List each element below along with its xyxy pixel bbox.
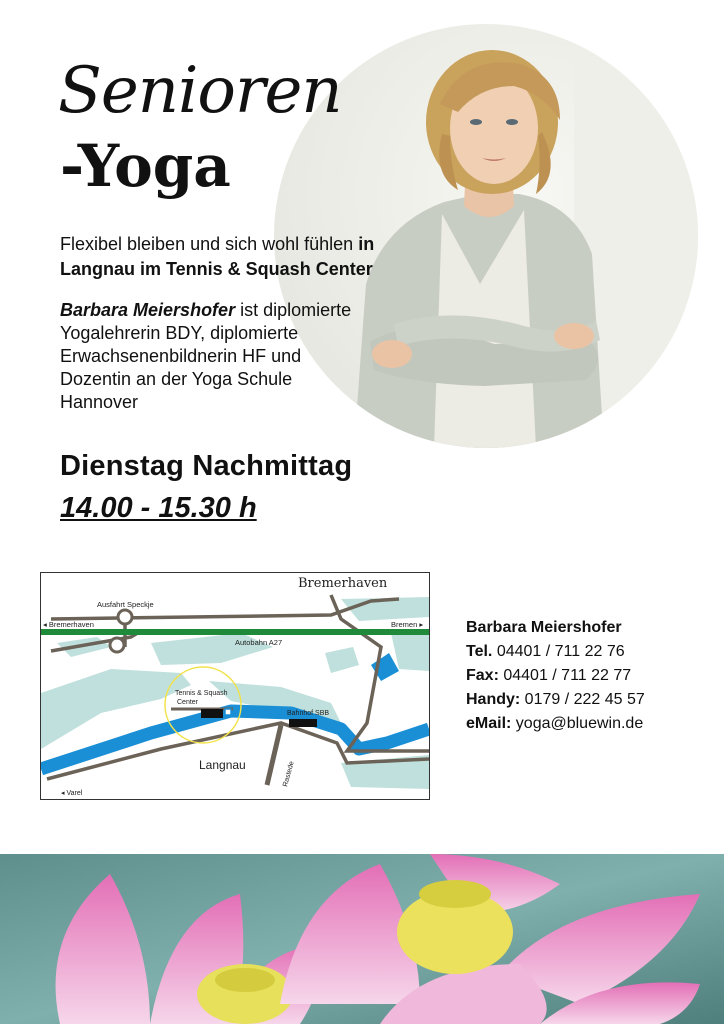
map-label-langnau: Langnau <box>199 758 246 772</box>
map-label-center-2: Center <box>177 699 199 706</box>
bio-description: ist diplomierte Yogalehrerin BDY, diplomierte Erwachsenenbildnerin HF und Dozentin an der Yoga Schule Hannover <box>60 300 352 412</box>
contact-email-label: eMail: <box>466 715 512 732</box>
title-line-2: -Yoga <box>60 132 231 200</box>
map-autobahn <box>41 629 429 635</box>
contact-email-value: yoga@bluewin.de <box>511 715 644 732</box>
contact-block <box>466 616 645 736</box>
intro-text <box>60 232 400 282</box>
contact-tel-label: Tel. <box>466 643 493 660</box>
map-junction <box>118 610 132 624</box>
map-center-building <box>201 709 223 718</box>
map-station-building <box>289 719 317 727</box>
map-label-bahnhof: Bahnhof SBB <box>287 710 330 717</box>
map-land-area <box>41 669 191 749</box>
intro-plain: Flexibel bleiben und sich wohl fühlen <box>60 234 359 254</box>
intro-location: in Langnau im Tennis & Squash Center <box>60 234 375 279</box>
page-title <box>58 52 342 202</box>
map-label-center-1: Tennis & Squash <box>175 690 228 697</box>
map-drawing <box>41 573 429 799</box>
map-road <box>267 725 281 785</box>
map-label-ausfahrt: Ausfahrt Speckje <box>97 600 154 609</box>
map-junction <box>110 638 124 652</box>
contact-handy-value: 0179 / 222 45 57 <box>520 691 645 708</box>
map-label-autobahn: Autobahn A27 <box>235 638 283 647</box>
contact-tel <box>466 640 645 664</box>
contact-handy <box>466 688 645 712</box>
contact-fax-value: 04401 / 711 22 77 <box>498 667 632 684</box>
map-label-bremerhaven-left: ◂ Bremerhaven <box>43 620 94 629</box>
bio-name: Barbara Meiershofer <box>60 300 236 320</box>
map-label-rastede: Rastede <box>282 760 296 788</box>
contact-name <box>466 616 645 640</box>
map-land-area <box>391 629 429 671</box>
lotus-illustration <box>0 854 724 1024</box>
contact-tel-value: 04401 / 711 22 76 <box>492 643 625 660</box>
contact-handy-label: Handy: <box>466 691 521 708</box>
title-line-1: Senioren <box>58 54 342 128</box>
lotus-seedpod <box>215 968 275 992</box>
bio-text <box>60 299 360 414</box>
map-center-marker <box>225 709 231 715</box>
contact-fax-label: Fax: <box>466 667 499 684</box>
map-land-area <box>325 647 359 673</box>
contact-name-text: Barbara Meiershofer <box>466 619 622 636</box>
map-label-bremerhaven-top: Bremerhaven <box>298 576 388 591</box>
map-label-varel: ◂ Varel <box>61 790 83 797</box>
lotus-seedpod <box>419 880 491 908</box>
location-map <box>40 572 430 800</box>
schedule-time: 14.00 - 15.30 h <box>60 492 257 524</box>
schedule-day: Dienstag Nachmittag <box>60 450 353 482</box>
map-label-bremen: Bremen ▸ <box>391 620 424 629</box>
contact-fax <box>466 664 645 688</box>
contact-email <box>466 712 645 736</box>
lotus-banner-image <box>0 854 724 1024</box>
